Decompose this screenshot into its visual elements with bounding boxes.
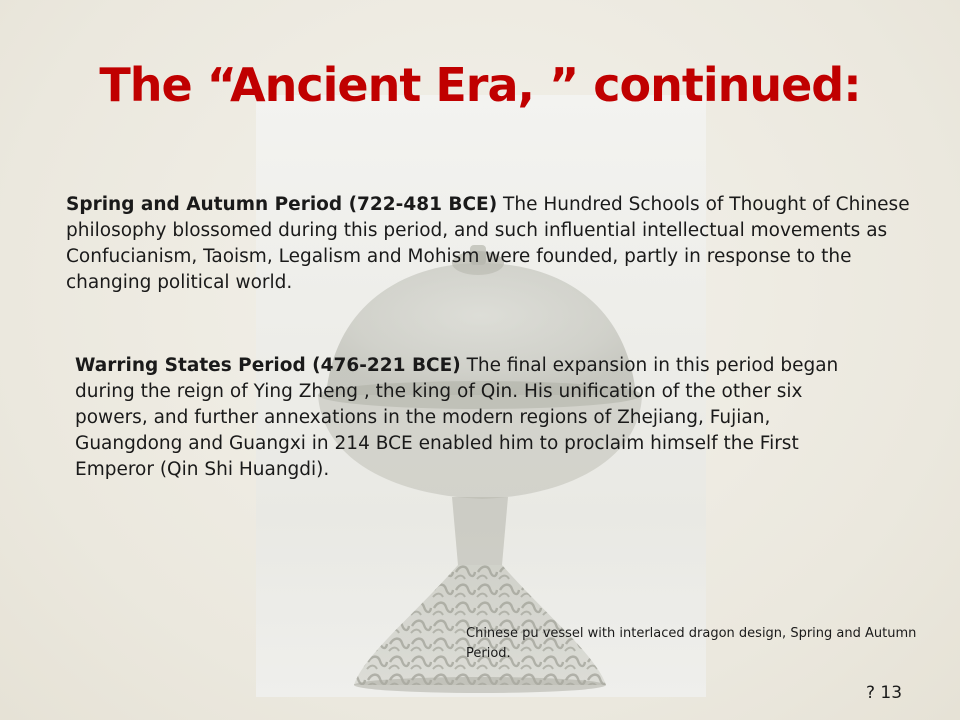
slide-number: ? 13 [866,683,903,703]
paragraph-warring-states [75,353,865,483]
paragraph-heading: Spring and Autumn Period (722-481 BCE) [66,194,498,215]
paragraph-spring-autumn [66,192,916,296]
paragraph-body: The Hundred Schools of Thought of Chinese philosophy blossomed during this period, and such influential intellectual movements as Confucianism, Taoism, Legalism and Mohism were founded, partly in response to the changing political world. [66,194,910,293]
paragraph-body: The final expansion in this period began during the reign of Ying Zheng , the king of Qin. His unification of the other six powers, and further annexations in the modern regions of Zhejiang, Fujian, Guangdong and Guangxi in 214 BCE enabled him to proclaim himself the First Emperor (Qin Shi Huangdi). [75,355,839,480]
slide-title: The “Ancient Era, ” continued: [99,58,861,112]
paragraph-heading: Warring States Period (476-221 BCE) [75,355,461,376]
image-caption: Chinese pu vessel with interlaced dragon design, Spring and Autumn Period. [466,626,917,661]
